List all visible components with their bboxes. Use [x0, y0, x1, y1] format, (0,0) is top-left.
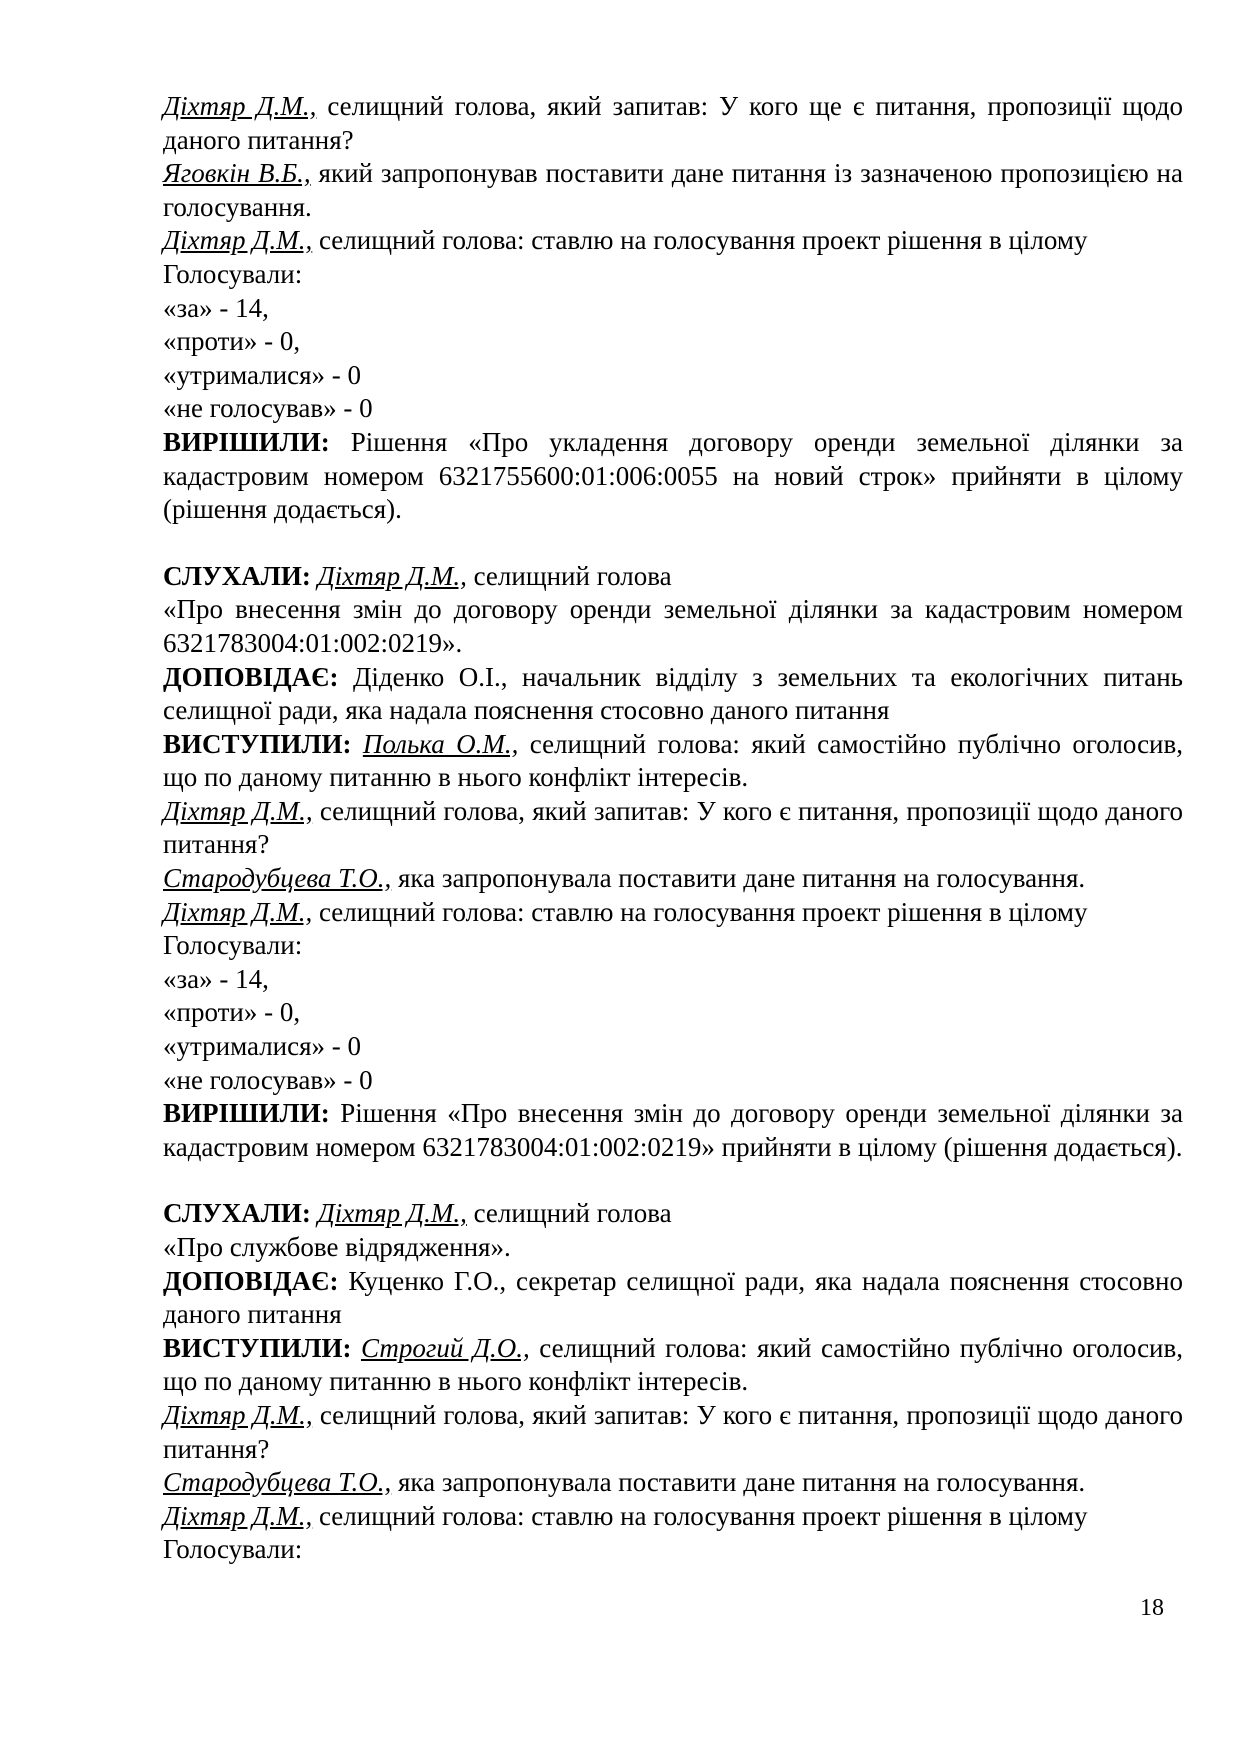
paragraph-text: «Про службове відрядження».	[163, 1232, 511, 1262]
paragraph-text: селищний голова, який запитав: У кого є питання, пропозиції щодо даного питання?	[163, 1399, 1183, 1464]
section-label: ВИСТУПИЛИ:	[163, 728, 352, 759]
paragraph-text: селищний голова, який запитав: У кого ще є питання, пропозиції щодо даного питання?	[163, 91, 1183, 155]
section-label: ВИРІШИЛИ:	[163, 426, 330, 457]
paragraph-text: «утрималися» - 0	[163, 1031, 362, 1062]
paragraph-text: Рішення «Про укладення договору оренди земельної ділянки за кадастровим номером 6321755600:01:006:0055 на новий строк» прийняти в цілому (рішення додається).	[163, 426, 1183, 525]
paragraph-text: Діденко О.І., начальник відділу з земельних та екологічних питань селищної ради, яка надала пояснення стосовно даного питання	[163, 661, 1183, 726]
paragraph	[163, 1097, 1183, 1164]
speaker-name: Полька О.М.,	[362, 728, 519, 759]
paragraph-text: селищний голова: ставлю на голосування проект рішення в цілому	[312, 1500, 1088, 1531]
paragraph	[163, 90, 1183, 157]
page-number: 18	[1140, 1595, 1164, 1621]
paragraph-text: яка запропонувала поставити дане питання на голосування.	[391, 863, 1086, 894]
paragraph	[163, 728, 1183, 795]
paragraph-text: селищний голова: ставлю на голосування проект рішення в цілому	[312, 225, 1088, 256]
paragraph-text: «за» - 14,	[163, 292, 269, 323]
paragraph	[163, 292, 1183, 326]
paragraph-text: Голосували:	[163, 1534, 303, 1565]
paragraph-text: селищний голова: який самостійно публічно оголосив, що по даному питанню в нього конфлікт інтересів.	[163, 1332, 1184, 1397]
paragraph-text: селищний голова	[466, 560, 672, 591]
paragraph	[163, 1064, 1183, 1098]
paragraph-text: «утрималися» - 0	[163, 359, 362, 390]
paragraph	[163, 1533, 1183, 1567]
paragraph-text: «проти» - 0,	[163, 326, 301, 357]
section-label: ВИСТУПИЛИ:	[163, 1332, 352, 1363]
speaker-name: Діхтяр Д.М.,	[163, 1399, 313, 1430]
paragraph-text: селищний голова: ставлю на голосування проект рішення в цілому	[312, 896, 1088, 927]
paragraph-text: селищний голова, який запитав: У кого є питання, пропозиції щодо даного питання?	[163, 795, 1183, 860]
document-body	[163, 90, 1183, 1567]
paragraph-text: «за» - 14,	[163, 963, 269, 994]
section-label: ДОПОВІДАЄ:	[163, 1265, 339, 1296]
paragraph	[163, 1197, 1183, 1231]
paragraph	[163, 1231, 1183, 1265]
paragraph-text: Голосували:	[163, 930, 303, 961]
paragraph-text: селищний голова: який самостійно публічно оголосив, що по даному питанню в нього конфлікт інтересів.	[163, 728, 1183, 793]
paragraph	[163, 157, 1183, 224]
speaker-name: Діхтяр Д.М.,	[163, 225, 313, 256]
paragraph	[163, 1466, 1183, 1500]
speaker-name: Діхтяр Д.М.,	[163, 896, 313, 927]
paragraph	[163, 325, 1183, 359]
paragraph	[163, 996, 1183, 1030]
paragraph	[163, 862, 1183, 896]
paragraph-text: «не голосував» - 0	[163, 1064, 373, 1095]
paragraph	[163, 661, 1183, 728]
paragraph	[163, 1332, 1183, 1399]
speaker-name: Стародубцева Т.О.,	[163, 1467, 392, 1498]
paragraph-text: «Про внесення змін до договору оренди земельної ділянки за кадастровим номером 6321783004:01:002:0219».	[163, 594, 1183, 658]
section-label: СЛУХАЛИ:	[163, 1198, 311, 1229]
speaker-name: Діхтяр Д.М.,	[163, 795, 313, 826]
paragraph	[163, 1500, 1183, 1534]
paragraph	[163, 426, 1183, 527]
paragraph	[163, 392, 1183, 426]
paragraph	[163, 1265, 1183, 1332]
paragraph-text: Рішення «Про внесення змін до договору оренди земельної ділянки за кадастровим номером 6321783004:01:002:0219» прийняти в цілому (рішення додається).	[163, 1098, 1183, 1162]
paragraph-text: яка запропонувала поставити дане питання на голосування.	[391, 1467, 1086, 1498]
section-label: ДОПОВІДАЄ:	[163, 661, 339, 692]
paragraph-text: «не голосував» - 0	[163, 393, 373, 424]
paragraph	[163, 258, 1183, 292]
speaker-name: Діхтяр Д.М.,	[317, 560, 467, 591]
section-label: ВИРІШИЛИ:	[163, 1098, 330, 1129]
paragraph-text: який запропонував поставити дане питання із зазначеною пропозицією на голосування.	[163, 158, 1183, 222]
paragraph	[163, 560, 1183, 594]
paragraph-text: «проти» - 0,	[163, 997, 301, 1028]
speaker-name: Діхтяр Д.М.,	[163, 91, 317, 121]
paragraph	[163, 795, 1183, 862]
paragraph-text: селищний голова	[466, 1198, 672, 1229]
paragraph	[163, 359, 1183, 393]
paragraph	[163, 224, 1183, 258]
paragraph	[163, 896, 1183, 930]
speaker-name: Діхтяр Д.М.,	[317, 1198, 467, 1229]
paragraph	[163, 963, 1183, 997]
paragraph	[163, 1030, 1183, 1064]
speaker-name: Яговкін В.Б.,	[163, 158, 311, 189]
section-label: СЛУХАЛИ:	[163, 560, 311, 591]
paragraph-text: Голосували:	[163, 258, 303, 289]
paragraph	[163, 1399, 1183, 1466]
paragraph	[163, 929, 1183, 963]
speaker-name: Строгий Д.О.,	[360, 1332, 530, 1363]
speaker-name: Стародубцева Т.О.,	[163, 863, 392, 894]
paragraph	[163, 593, 1183, 660]
paragraph-text: Куценко Г.О., секретар селищної ради, яка надала пояснення стосовно даного питання	[163, 1265, 1183, 1330]
speaker-name: Діхтяр Д.М.,	[163, 1500, 313, 1531]
